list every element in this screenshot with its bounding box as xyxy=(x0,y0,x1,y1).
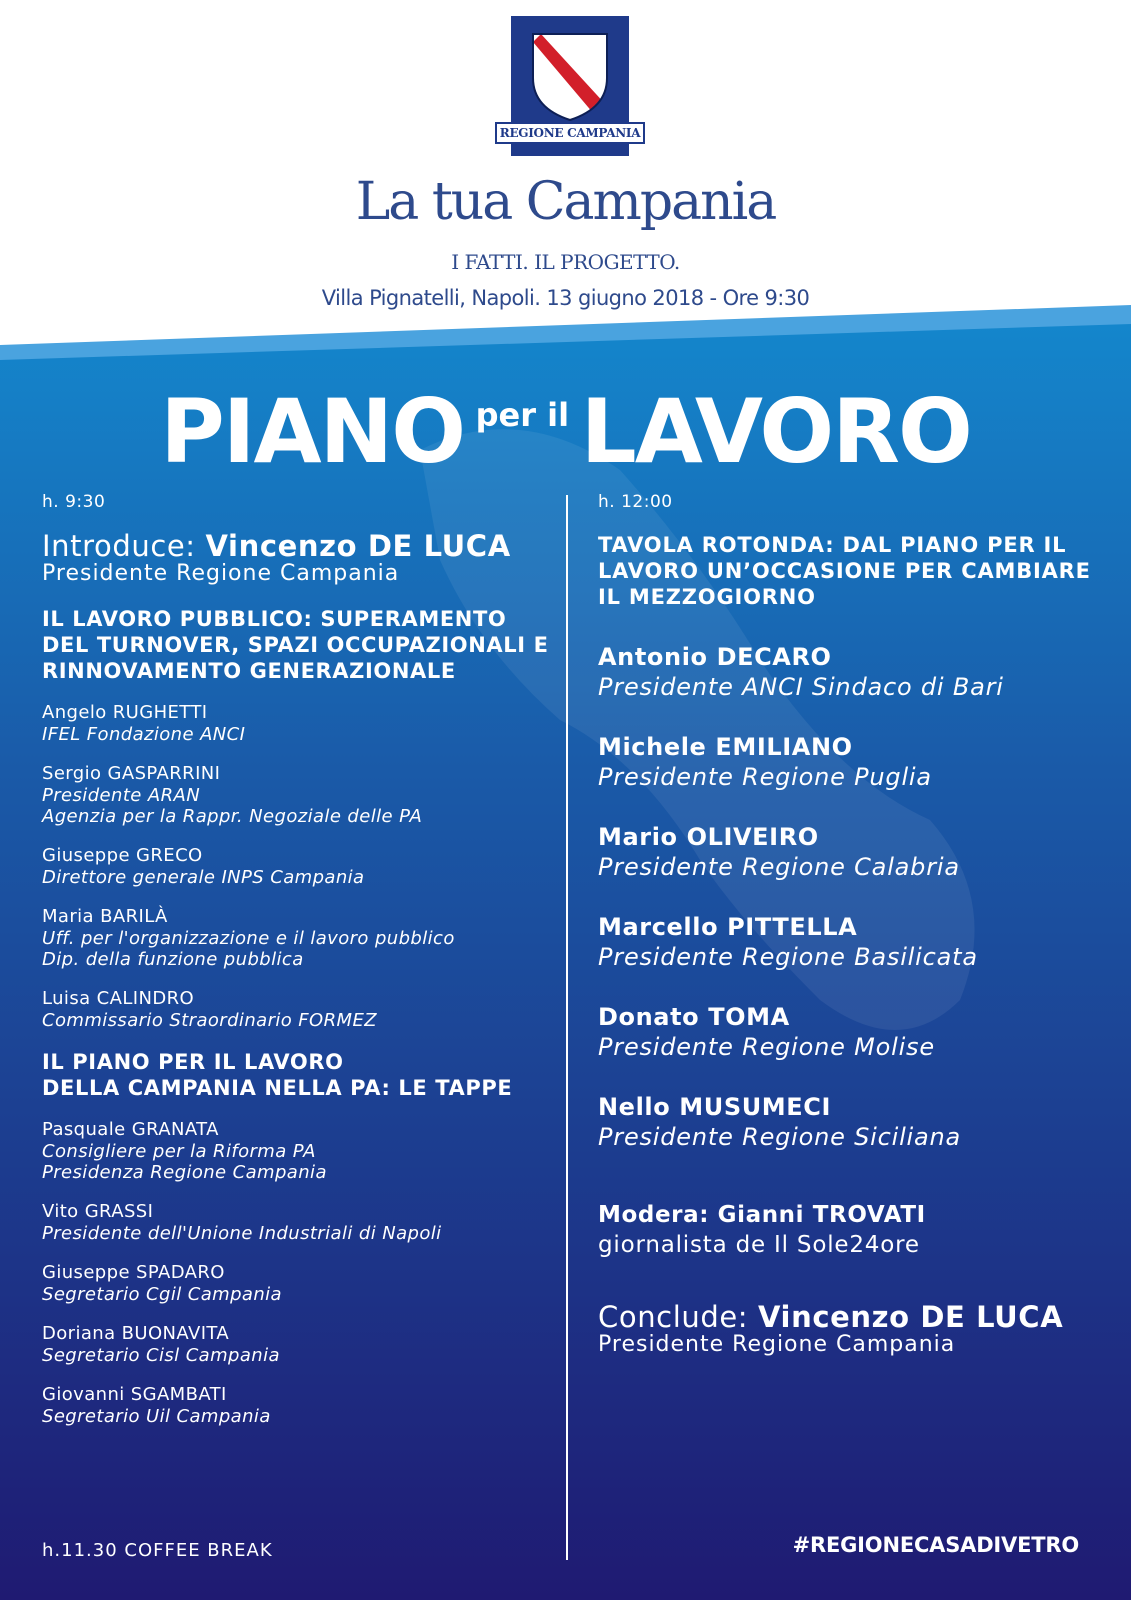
speaker xyxy=(42,763,557,827)
intro-role: Presidente Regione Campania xyxy=(42,561,400,586)
section-title-piano-pa: IL PIANO PER IL LAVORO DELLA CAMPANIA NELLA PA: LE TAPPE xyxy=(42,1050,513,1100)
speaker-name: Marcello PITTELLA xyxy=(598,913,858,941)
speaker xyxy=(598,732,1098,792)
speaker-name: Luisa CALINDRO xyxy=(42,988,195,1009)
speaker-role: Segretario Cgil Campania xyxy=(42,1284,282,1305)
intro-name: Vincenzo DE LUCA xyxy=(205,529,511,563)
headline-lavoro: LAVORO xyxy=(580,380,971,483)
speaker-role: Commissario Straordinario FORMEZ xyxy=(42,1010,377,1031)
speaker-name: Giovanni SGAMBATI xyxy=(42,1384,227,1405)
column-divider xyxy=(566,495,568,1560)
speaker-role: Presidente Regione Molise xyxy=(598,1033,935,1061)
right-time: h. 12:00 xyxy=(598,492,673,512)
conclude-line xyxy=(598,1302,1098,1332)
conclude-label: Conclude: xyxy=(598,1300,749,1334)
speaker xyxy=(42,1323,557,1366)
speaker xyxy=(42,1119,557,1183)
speaker xyxy=(42,1384,557,1427)
speaker-name: Donato TOMA xyxy=(598,1003,790,1031)
speaker-role-2: Dip. della funzione pubblica xyxy=(42,949,304,970)
speaker-name: Giuseppe SPADARO xyxy=(42,1262,225,1283)
coffee-break: h.11.30 COFFEE BREAK xyxy=(42,1540,273,1561)
speaker-name: Maria BARILÀ xyxy=(42,906,168,927)
intro-label: Introduce: xyxy=(42,529,196,563)
speaker-role: Presidente Regione Puglia xyxy=(598,763,932,791)
speaker xyxy=(42,702,557,745)
left-time: h. 9:30 xyxy=(42,492,106,512)
speaker xyxy=(42,1201,557,1244)
headline-per-il: per il xyxy=(475,396,570,434)
section-title-tavola-rotonda: TAVOLA ROTONDA: DAL PIANO PER IL LAVORO UN’OCCASIONE PER CAMBIARE IL MEZZOGIORNO xyxy=(598,533,1091,609)
speaker xyxy=(42,988,557,1031)
speaker-role: Presidente Regione Calabria xyxy=(598,853,960,881)
moderator-role: giornalista de Il Sole24ore xyxy=(598,1232,920,1258)
speaker-role: Presidente dell'Unione Industriali di Napoli xyxy=(42,1223,442,1244)
speaker-role: Presidente Regione Siciliana xyxy=(598,1123,962,1151)
speaker-role-2: Presidenza Regione Campania xyxy=(42,1162,327,1183)
moderator-name: Modera: Gianni TROVATI xyxy=(598,1202,926,1228)
headline-piano: PIANO xyxy=(160,380,465,483)
speaker-name: Vito GRASSI xyxy=(42,1201,154,1222)
section-title-lavoro-pubblico: IL LAVORO PUBBLICO: SUPERAMENTO DEL TURNOVER, SPAZI OCCUPAZIONALI E RINNOVAMENTO GENERAZIONALE xyxy=(42,607,549,683)
conclude-name: Vincenzo DE LUCA xyxy=(758,1300,1064,1334)
speaker-role: Presidente Regione Basilicata xyxy=(598,943,978,971)
speaker-name: Angelo RUGHETTI xyxy=(42,702,208,723)
speaker-role: Segretario Cisl Campania xyxy=(42,1345,280,1366)
logo-label: REGIONE CAMPANIA xyxy=(495,122,645,144)
intro-line xyxy=(42,529,557,563)
speaker-role: Direttore generale INPS Campania xyxy=(42,867,365,888)
speaker-name: Antonio DECARO xyxy=(598,643,832,671)
speaker-name: Pasquale GRANATA xyxy=(42,1119,219,1140)
left-column xyxy=(42,492,557,1445)
speaker xyxy=(598,642,1098,702)
speaker-name: Giuseppe GRECO xyxy=(42,845,203,866)
speaker-role: Uff. per l'organizzazione e il lavoro pubblico xyxy=(42,928,455,949)
page-subtitle: I FATTI. IL PROGETTO. xyxy=(451,250,680,274)
speaker-role-2: Agenzia per la Rappr. Negoziale delle PA xyxy=(42,806,423,827)
speaker xyxy=(42,1262,557,1305)
speaker xyxy=(598,1002,1098,1062)
right-column xyxy=(598,492,1098,1357)
conclude-role: Presidente Regione Campania xyxy=(598,1332,956,1357)
moderator xyxy=(598,1200,1098,1260)
speaker xyxy=(598,1092,1098,1152)
page-title: La tua Campania xyxy=(355,172,776,232)
speaker-name: Doriana BUONAVITA xyxy=(42,1323,230,1344)
speaker xyxy=(598,822,1098,882)
speaker-name: Michele EMILIANO xyxy=(598,733,853,761)
event-venue-date: Villa Pignatelli, Napoli. 13 giugno 2018 - Ore 9:30 xyxy=(321,286,810,310)
speaker-role: Segretario Uil Campania xyxy=(42,1406,271,1427)
speaker-role: Consigliere per la Riforma PA xyxy=(42,1141,316,1162)
speaker xyxy=(42,845,557,888)
speaker-role: Presidente ARAN xyxy=(42,785,201,806)
regione-campania-logo xyxy=(499,16,641,156)
speaker-role: Presidente ANCI Sindaco di Bari xyxy=(598,673,1004,701)
speaker-name: Nello MUSUMECI xyxy=(598,1093,832,1121)
speaker xyxy=(42,906,557,970)
speaker-name: Sergio GASPARRINI xyxy=(42,763,221,784)
speaker-role: IFEL Fondazione ANCI xyxy=(42,724,246,745)
speaker-name: Mario OLIVEIRO xyxy=(598,823,819,851)
hashtag: #REGIONECASADIVETRO xyxy=(792,1533,1079,1557)
speaker xyxy=(598,912,1098,972)
headline xyxy=(0,380,1131,483)
